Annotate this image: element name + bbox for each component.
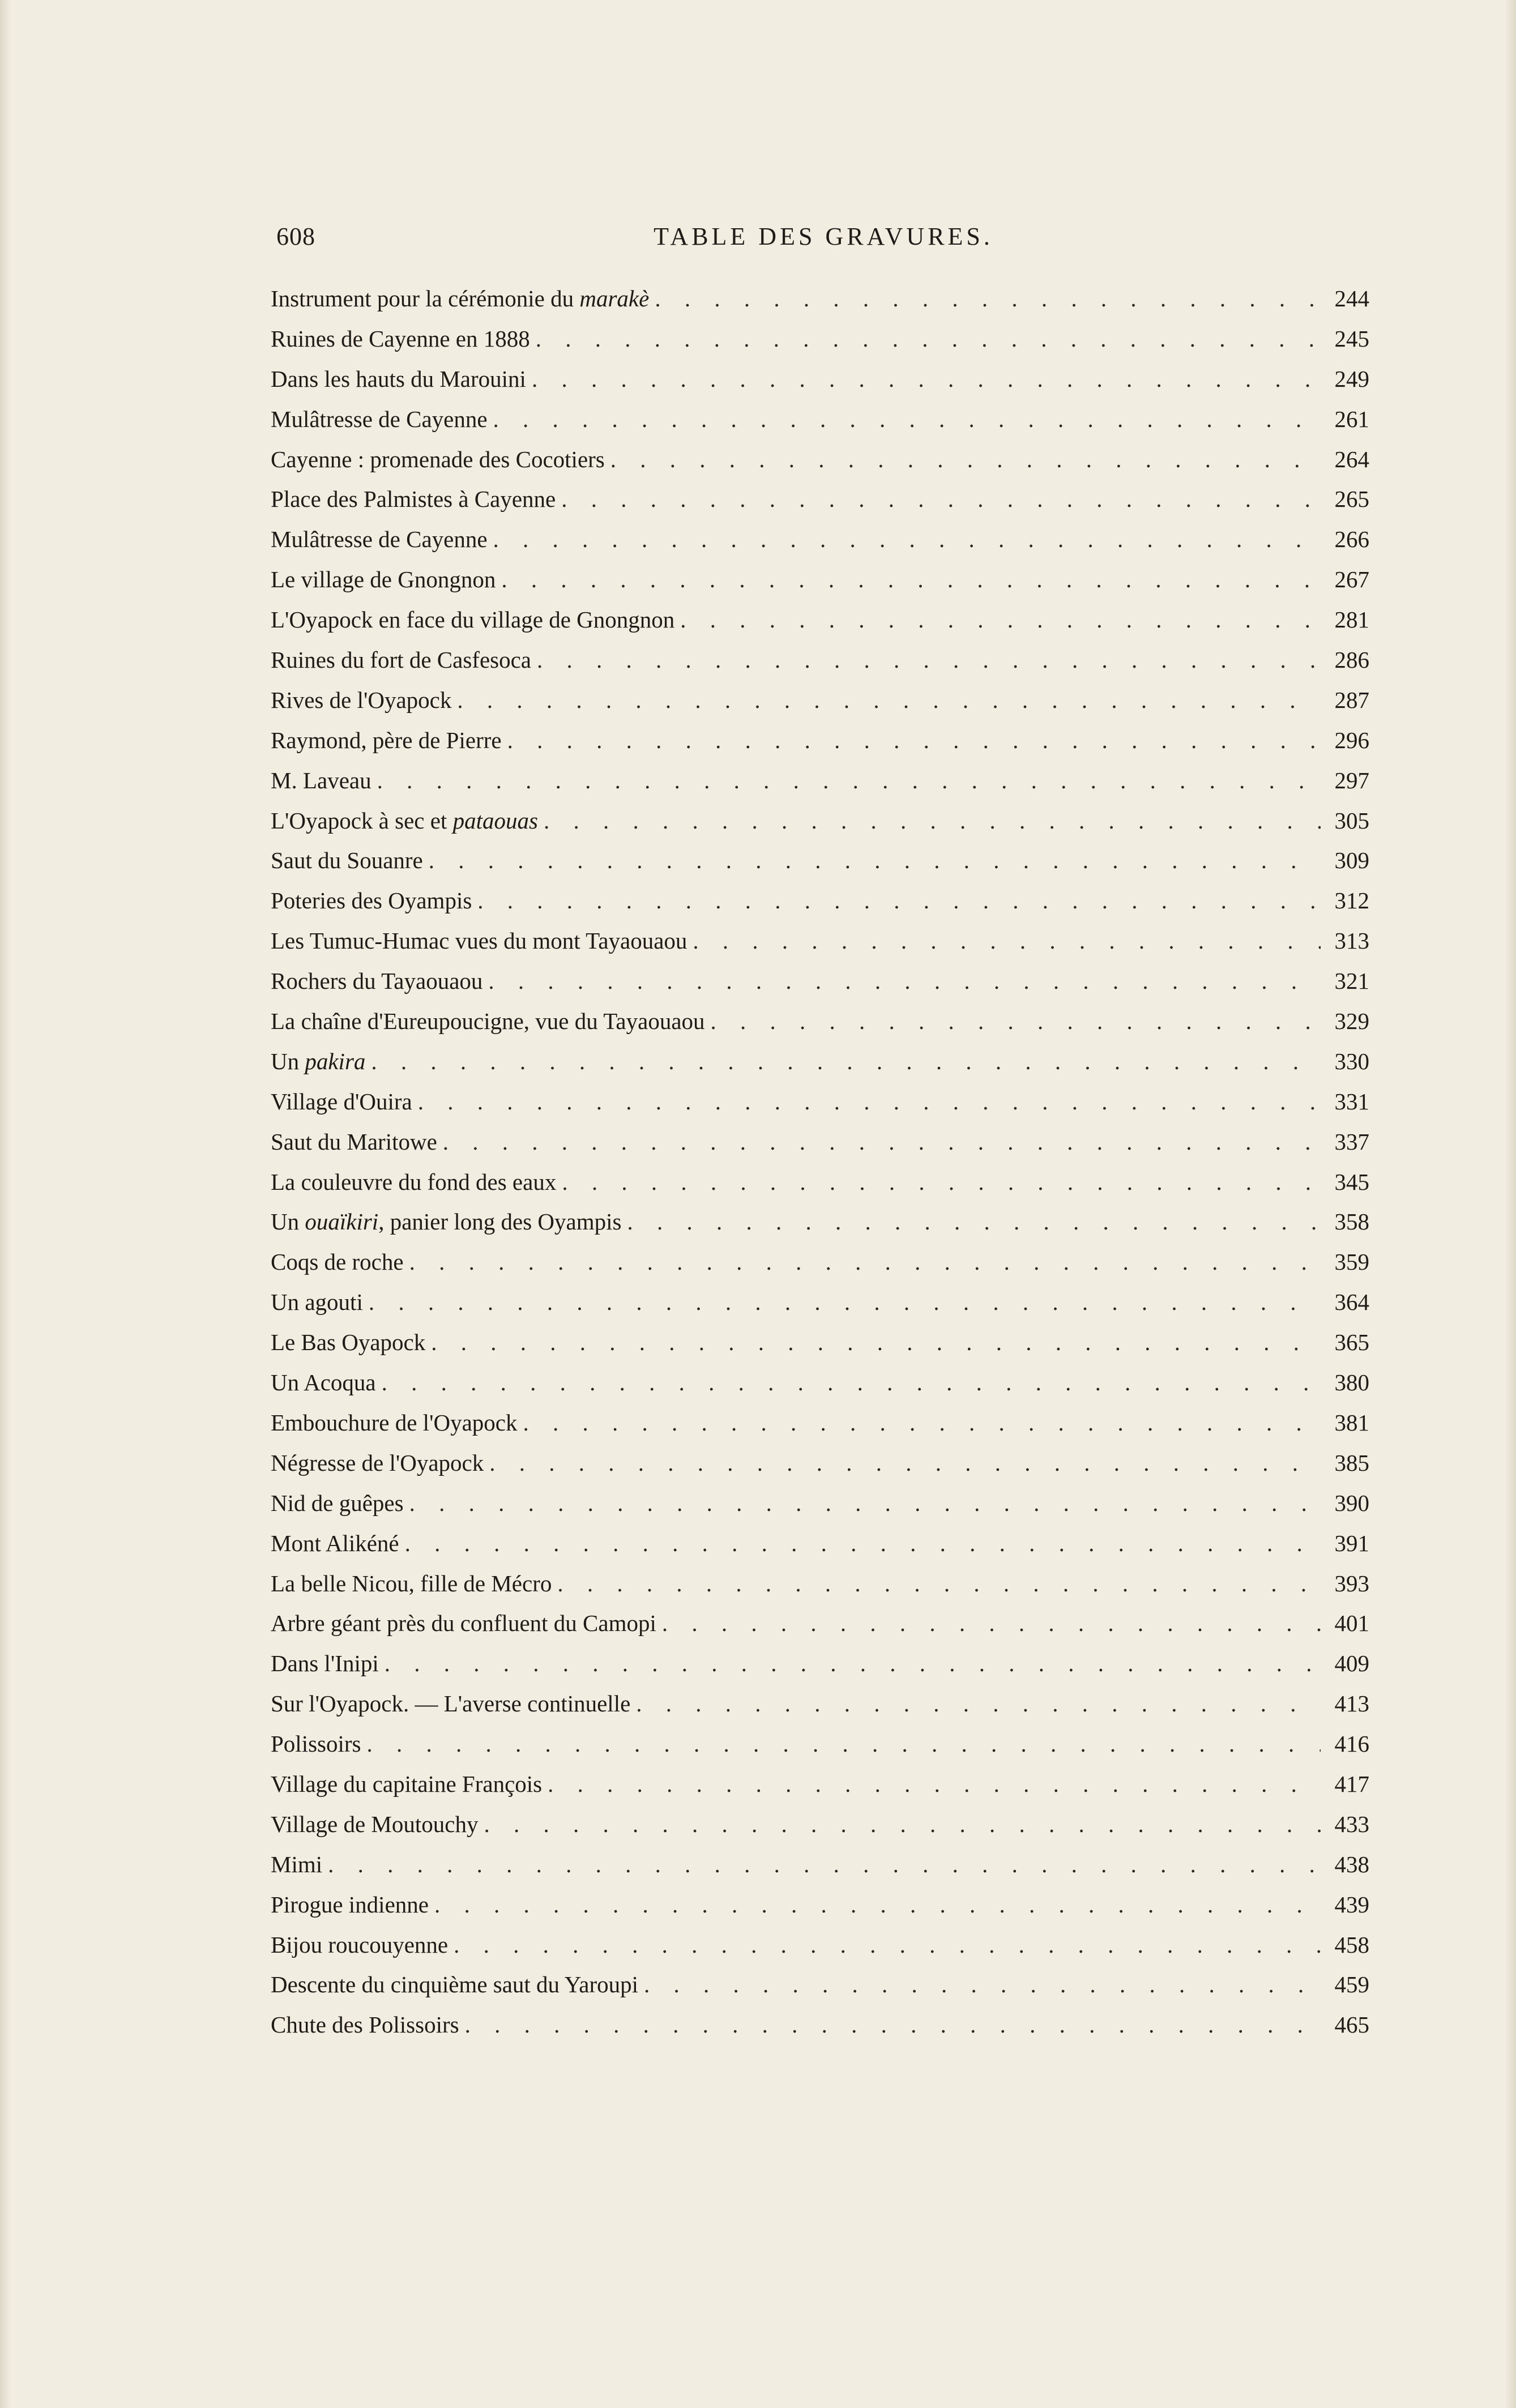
dot-leader	[711, 1001, 1321, 1041]
entry-title	[271, 1643, 379, 1684]
entry-title-text: Négresse de l'Oyapock	[271, 1449, 484, 1476]
entry-page-number: 287	[1334, 686, 1369, 713]
entry-page-number: 439	[1334, 1891, 1369, 1918]
dot-leader	[328, 1845, 1321, 1885]
dot-leader	[484, 1804, 1321, 1845]
toc-entry	[271, 439, 1369, 480]
entry-title	[271, 1202, 621, 1242]
entry-title	[271, 1242, 404, 1282]
dot-leader	[523, 1403, 1321, 1443]
entry-title-text: Le Bas Oyapock	[271, 1329, 426, 1356]
entry-title	[271, 1403, 517, 1443]
entry-title	[271, 1282, 363, 1322]
entry-title-text: Cayenne : promenade des Cocotiers	[271, 446, 605, 472]
entry-title-text: M. Laveau	[271, 767, 371, 793]
entry-title-text: Sur l'Oyapock. — L'averse continuelle	[271, 1690, 631, 1717]
toc-entry	[271, 1804, 1369, 1845]
entry-page-number: 244	[1334, 285, 1369, 311]
entry-page-number: 267	[1334, 566, 1369, 593]
toc-entry	[271, 1082, 1369, 1122]
toc-entry	[271, 1643, 1369, 1684]
entry-page-number: 413	[1334, 1690, 1369, 1717]
entry-title	[271, 1082, 412, 1122]
entry-page-number: 281	[1334, 607, 1369, 633]
toc-entry	[271, 1523, 1369, 1564]
toc-entry	[271, 1603, 1369, 1643]
entry-title-text: La couleuvre du fond des eaux	[271, 1168, 557, 1195]
entry-title-text: Saut du Souanre	[271, 847, 423, 874]
entry-page-number: 266	[1334, 526, 1369, 553]
entry-page-number: 364	[1334, 1289, 1369, 1316]
entry-title-italic: marakè	[579, 285, 650, 311]
entry-page-number: 401	[1334, 1610, 1369, 1637]
entry-page-number: 297	[1334, 767, 1369, 793]
dot-leader	[377, 761, 1321, 801]
entry-title-text: Le village de Gnongnon	[271, 566, 496, 593]
dot-leader	[562, 1162, 1321, 1202]
entry-title-text: Un Acoqua	[271, 1369, 376, 1396]
entry-title-italic: pataouas	[452, 807, 538, 834]
entry-title-text: Nid de guêpes	[271, 1489, 404, 1516]
dot-leader	[429, 840, 1321, 881]
entry-title-text: Chute des Polissoirs	[271, 2012, 459, 2038]
dot-leader	[493, 399, 1321, 439]
entry-page-number: 249	[1334, 365, 1369, 392]
entry-title-text: Mont Alikéné	[271, 1530, 399, 1556]
entry-page-number: 381	[1334, 1409, 1369, 1436]
dot-leader	[532, 359, 1321, 399]
dot-leader	[488, 961, 1321, 1001]
toc-entry	[271, 720, 1369, 761]
dot-leader	[561, 479, 1321, 519]
entry-page-number: 391	[1334, 1530, 1369, 1556]
toc-entry	[271, 519, 1369, 560]
entry-page-number: 416	[1334, 1731, 1369, 1757]
entry-title	[271, 720, 502, 761]
toc-entry	[271, 1162, 1369, 1202]
toc-entry	[271, 961, 1369, 1001]
toc-entry	[271, 921, 1369, 961]
entry-title	[271, 1603, 656, 1643]
entry-title-text: Un	[271, 1048, 305, 1074]
entry-title-text: Un agouti	[271, 1289, 363, 1316]
entry-page-number: 465	[1334, 2012, 1369, 2038]
toc-entry	[271, 801, 1369, 841]
entry-page-number: 329	[1334, 1008, 1369, 1035]
entry-title	[271, 1443, 484, 1483]
entry-title-text: Polissoirs	[271, 1731, 361, 1757]
toc-entry	[271, 1885, 1369, 1925]
entry-title	[271, 2005, 459, 2045]
toc-entry	[271, 1724, 1369, 1764]
page-edge-left	[0, 0, 11, 2408]
entry-title-text: Village du capitaine François	[271, 1770, 543, 1797]
toc-entry	[271, 1001, 1369, 1041]
dot-leader	[493, 519, 1321, 560]
entry-title	[271, 1845, 322, 1885]
entry-title-text: Dans les hauts du Marouini	[271, 365, 526, 392]
entry-title-text: Dans l'Inipi	[271, 1650, 379, 1677]
entry-title-text: Instrument pour la cérémonie du	[271, 285, 580, 311]
entry-title-text: Ruines de Cayenne en 1888	[271, 325, 530, 352]
dot-leader	[662, 1603, 1321, 1643]
entry-title	[271, 680, 451, 720]
dot-leader	[369, 1282, 1321, 1322]
entry-title-text: La belle Nicou, fille de Mécro	[271, 1570, 552, 1596]
entry-title	[271, 359, 526, 399]
table-of-engravings	[271, 279, 1369, 2045]
toc-entry	[271, 680, 1369, 720]
entry-title	[271, 319, 530, 359]
toc-entry	[271, 881, 1369, 921]
entry-title	[271, 640, 531, 680]
dot-leader	[655, 279, 1321, 319]
toc-entry	[271, 1041, 1369, 1082]
entry-page-number: 312	[1334, 887, 1369, 914]
entry-title	[271, 1322, 425, 1363]
entry-title	[271, 1804, 478, 1845]
dot-leader	[418, 1082, 1321, 1122]
entry-title	[271, 1523, 399, 1564]
dot-leader	[434, 1885, 1321, 1925]
page-header	[276, 222, 1370, 256]
entry-title	[271, 1041, 365, 1082]
toc-entry	[271, 1564, 1369, 1604]
dot-leader	[644, 1965, 1321, 2005]
entry-page-number: 296	[1334, 727, 1369, 753]
entry-title	[271, 439, 605, 480]
entry-title	[271, 1724, 361, 1764]
dot-leader	[457, 680, 1321, 720]
entry-title	[271, 519, 488, 560]
entry-page-number: 358	[1334, 1209, 1369, 1235]
entry-title	[271, 881, 472, 921]
dot-leader	[680, 600, 1321, 640]
dot-leader	[454, 1925, 1321, 1965]
dot-leader	[557, 1564, 1321, 1604]
dot-leader	[544, 801, 1321, 841]
dot-leader	[610, 439, 1321, 480]
entry-title-text: Place des Palmistes à Cayenne	[271, 486, 556, 513]
entry-title	[271, 1162, 556, 1202]
entry-page-number: 245	[1334, 325, 1369, 352]
entry-page-number: 393	[1334, 1570, 1369, 1596]
entry-title-text: Poteries des Oyampis	[271, 887, 472, 914]
entry-title	[271, 279, 649, 319]
entry-page-number: 380	[1334, 1369, 1369, 1396]
toc-entry	[271, 2005, 1369, 2045]
entry-page-number: 409	[1334, 1650, 1369, 1677]
entry-title-text: Descente du cinquième saut du Yaroupi	[271, 1971, 639, 1998]
entry-page-number: 331	[1334, 1088, 1369, 1115]
toc-entry	[271, 1322, 1369, 1363]
dot-leader	[382, 1363, 1321, 1403]
toc-entry	[271, 1363, 1369, 1403]
entry-page-number: 459	[1334, 1971, 1369, 1998]
toc-entry	[271, 640, 1369, 680]
toc-entry	[271, 1282, 1369, 1322]
entry-title	[271, 1564, 552, 1604]
entry-title	[271, 1363, 376, 1403]
entry-page-number: 265	[1334, 486, 1369, 513]
toc-entry	[271, 1684, 1369, 1724]
entry-page-number: 433	[1334, 1811, 1369, 1837]
entry-title	[271, 840, 423, 881]
entry-title-text: Raymond, père de Pierre	[271, 727, 502, 753]
entry-title-text: Les Tumuc-Humac vues du mont Tayaouaou	[271, 928, 687, 954]
dot-leader	[409, 1242, 1321, 1282]
dot-leader	[409, 1483, 1321, 1523]
entry-page-number: 337	[1334, 1128, 1369, 1155]
entry-title-italic: ouaïkiri	[305, 1209, 379, 1235]
entry-page-number: 264	[1334, 446, 1369, 472]
entry-title-text: Arbre géant près du confluent du Camopi	[271, 1610, 656, 1637]
dot-leader	[431, 1322, 1321, 1363]
dot-leader	[477, 881, 1321, 921]
toc-entry	[271, 1443, 1369, 1483]
entry-title-text: Ruines du fort de Casfesoca	[271, 647, 531, 673]
dot-leader	[537, 640, 1321, 680]
entry-title	[271, 600, 674, 640]
entry-title	[271, 479, 556, 519]
dot-leader	[443, 1122, 1321, 1162]
dot-leader	[536, 319, 1321, 359]
entry-title	[271, 961, 482, 1001]
entry-title-text: Coqs de roche	[271, 1249, 404, 1275]
dot-leader	[636, 1684, 1321, 1724]
entry-page-number: 438	[1334, 1851, 1369, 1877]
dot-leader	[489, 1443, 1321, 1483]
entry-title-text: L'Oyapock en face du village de Gnongnon	[271, 607, 675, 633]
entry-title-text: Rochers du Tayaouaou	[271, 968, 483, 994]
entry-page-number: 390	[1334, 1489, 1369, 1516]
dot-leader	[693, 921, 1321, 961]
entry-title-text: La chaîne d'Eureupoucigne, vue du Tayaouaou	[271, 1008, 705, 1035]
toc-entry	[271, 359, 1369, 399]
toc-entry	[271, 1483, 1369, 1523]
entry-title-text: Rives de l'Oyapock	[271, 686, 452, 713]
entry-title	[271, 1122, 437, 1162]
entry-page-number: 385	[1334, 1449, 1369, 1476]
entry-title-text-after: , panier long des Oyampis	[378, 1209, 622, 1235]
entry-page-number: 458	[1334, 1931, 1369, 1958]
page-edge-right	[1505, 0, 1516, 2408]
entry-page-number: 305	[1334, 807, 1369, 834]
entry-title-text: Un	[271, 1209, 305, 1235]
entry-title	[271, 1764, 542, 1804]
entry-page-number: 417	[1334, 1770, 1369, 1797]
toc-entry	[271, 560, 1369, 600]
entry-title-text: Embouchure de l'Oyapock	[271, 1409, 518, 1436]
entry-title	[271, 761, 371, 801]
entry-title-text: Village de Moutouchy	[271, 1811, 479, 1837]
entry-page-number: 359	[1334, 1249, 1369, 1275]
entry-page-number: 313	[1334, 928, 1369, 954]
running-title: TABLE DES GRAVURES.	[654, 223, 993, 250]
entry-title	[271, 1965, 638, 2005]
entry-title	[271, 801, 538, 841]
entry-title-text: Pirogue indienne	[271, 1891, 429, 1918]
toc-entry	[271, 1845, 1369, 1885]
entry-title	[271, 1885, 429, 1925]
toc-entry	[271, 399, 1369, 439]
toc-entry	[271, 1965, 1369, 2005]
dot-leader	[385, 1643, 1321, 1684]
entry-title-text: Mulâtresse de Cayenne	[271, 405, 488, 432]
entry-title	[271, 399, 488, 439]
entry-title	[271, 1001, 705, 1041]
entry-title-text: L'Oyapock à sec et	[271, 807, 453, 834]
dot-leader	[627, 1202, 1321, 1242]
toc-entry	[271, 761, 1369, 801]
dot-leader	[371, 1041, 1321, 1082]
entry-title-text: Village d'Ouira	[271, 1088, 412, 1115]
entry-page-number: 345	[1334, 1168, 1369, 1195]
toc-entry	[271, 600, 1369, 640]
entry-page-number: 321	[1334, 968, 1369, 994]
dot-leader	[367, 1724, 1321, 1764]
toc-entry	[271, 319, 1369, 359]
toc-entry	[271, 840, 1369, 881]
entry-title	[271, 1483, 404, 1523]
entry-title	[271, 921, 687, 961]
entry-title-text: Mimi	[271, 1851, 323, 1877]
toc-entry	[271, 1764, 1369, 1804]
dot-leader	[507, 720, 1321, 761]
toc-entry	[271, 1202, 1369, 1242]
entry-title-text: Saut du Maritowe	[271, 1128, 437, 1155]
entry-page-number: 365	[1334, 1329, 1369, 1356]
dot-leader	[465, 2005, 1321, 2045]
toc-entry	[271, 1925, 1369, 1965]
entry-title-italic: pakira	[305, 1048, 366, 1074]
dot-leader	[501, 560, 1321, 600]
dot-leader	[405, 1523, 1321, 1564]
entry-title	[271, 560, 496, 600]
entry-title	[271, 1684, 630, 1724]
page-number: 608	[276, 223, 315, 250]
entry-page-number: 309	[1334, 847, 1369, 874]
toc-entry	[271, 1403, 1369, 1443]
toc-entry	[271, 1122, 1369, 1162]
entry-title-text: Mulâtresse de Cayenne	[271, 526, 488, 553]
entry-page-number: 330	[1334, 1048, 1369, 1074]
toc-entry	[271, 1242, 1369, 1282]
toc-entry	[271, 279, 1369, 319]
entry-title	[271, 1925, 448, 1965]
dot-leader	[548, 1764, 1321, 1804]
entry-title-text: Bijou roucouyenne	[271, 1931, 449, 1958]
entry-page-number: 286	[1334, 647, 1369, 673]
entry-page-number: 261	[1334, 405, 1369, 432]
toc-entry	[271, 479, 1369, 519]
